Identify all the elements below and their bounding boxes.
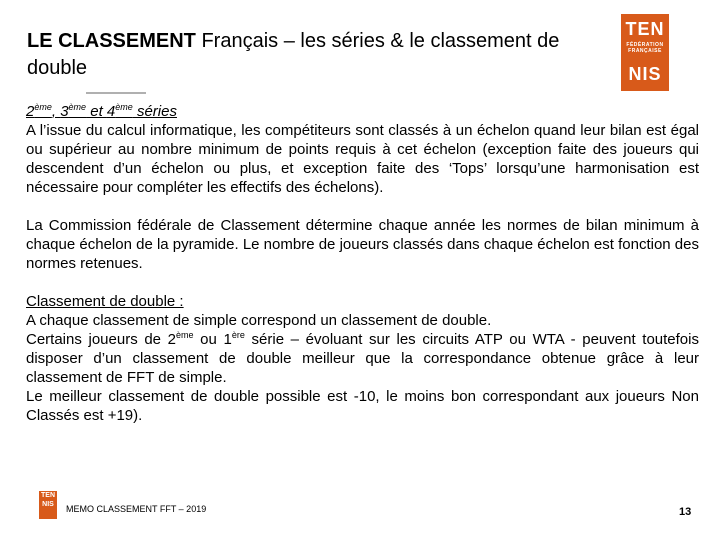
section-double-heading: Classement de double :	[26, 293, 184, 310]
page-title	[27, 28, 607, 82]
logo-text-mid: FÉDÉRATION FRANÇAISE	[626, 42, 664, 54]
heading-sup-3: ème	[115, 102, 133, 112]
logo-text-top: TEN	[625, 19, 665, 39]
footer-text: MEMO CLASSEMENT FFT – 2019	[66, 504, 207, 514]
page-number: 13	[679, 506, 692, 518]
logo-text-bottom: NIS	[628, 64, 662, 84]
paragraph-double-3: Le meilleur classement de double possible est -10, le moins bon correspondant aux joueurs Non Classés est +19).	[26, 388, 699, 424]
footer-logo-top: TEN	[41, 492, 55, 499]
heading-num-4: 4	[106, 103, 116, 120]
title-underline	[86, 92, 146, 94]
p2-sup-1: ème	[176, 330, 194, 340]
heading-tail: séries	[132, 103, 177, 120]
heading-sep-1: ,	[51, 103, 61, 120]
footer-logo	[39, 491, 57, 519]
heading-sup-2: ème	[68, 102, 87, 112]
p2-part-b: ou 1	[193, 331, 232, 348]
heading-num-2: 2	[26, 103, 35, 120]
heading-sup-1: ème	[34, 102, 52, 112]
title-bold: LE CLASSEMENT	[27, 30, 196, 52]
paragraph-commission: La Commission fédérale de Classement détermine chaque année les normes de bilan minimum à chaque échelon de la pyramide. Le nombre de joueurs classés dans chaque échelon est fonction des normes retenues.	[26, 217, 699, 272]
section-series-heading	[26, 102, 699, 121]
heading-num-3: 3	[60, 103, 69, 120]
title-rest: Français – les séries & le classement de double	[27, 30, 560, 79]
p2-part-a: Certains joueurs de 2	[26, 331, 177, 348]
content-body	[26, 102, 699, 425]
p2-sup-2: ère	[231, 330, 245, 340]
fft-tennis-logo	[621, 14, 669, 91]
footer-logo-bottom: NIS	[42, 501, 54, 508]
paragraph-series: A l’issue du calcul informatique, les compétiteurs sont classés à un échelon quand leur bilan est égal ou supérieur au nombre minimum de points requis à cet échelon (exception faite des joueurs qui descendent d’un échelon ou plus, et exception faite des ‘Tops’ lorsqu’une harmonisation est nécessaire pour compléter les effectifs des échelons).	[26, 122, 699, 196]
paragraph-double-1: A chaque classement de simple correspond un classement de double.	[26, 312, 492, 329]
paragraph-double-2	[26, 330, 699, 387]
heading-sep-2: et	[86, 103, 107, 120]
p2-part-c: série – évoluant sur les circuits ATP ou WTA - peuvent toutefois disposer d’un classement de double meilleur que la correspondance obtenue grâce à leur classement de FFT de simple.	[26, 331, 699, 386]
